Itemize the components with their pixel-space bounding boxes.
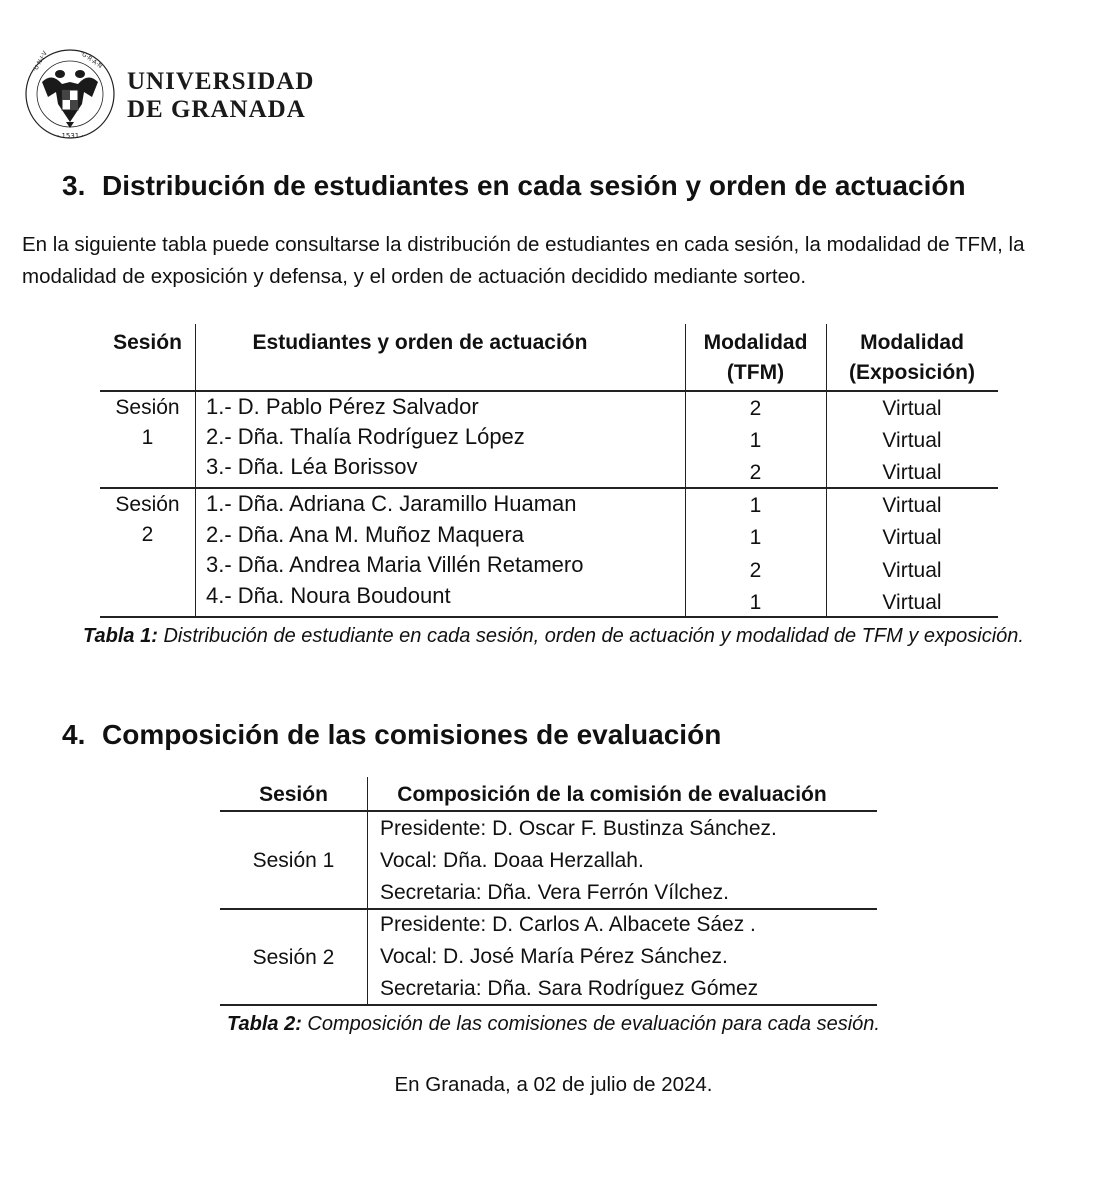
table1-header-students: Estudiantes y orden de actuación: [252, 331, 588, 354]
section4-heading: [62, 719, 721, 751]
tfm-value: 2: [749, 397, 762, 420]
table2-caption-label: Tabla 2:: [227, 1013, 302, 1035]
institution-name: [127, 68, 314, 124]
table2-header-composition: Composición de la comisión de evaluación: [397, 783, 827, 806]
section4-title: Composición de las comisiones de evaluación: [102, 719, 722, 750]
commissions-table: [220, 777, 877, 1005]
table1-header-tfm: Modalidad (TFM): [703, 331, 808, 384]
mode-value: Virtual: [882, 559, 942, 582]
tfm-value: 2: [749, 559, 762, 582]
table2-session-label: Sesión 1: [252, 849, 335, 872]
table1-session-label: Sesión 2: [115, 493, 180, 546]
institution-line2: DE GRANADA: [127, 96, 306, 123]
list-item: Secretaria: Dña. Vera Ferrón Vílchez.: [380, 881, 729, 904]
table2-caption-text: Composición de las comisiones de evaluación para cada sesión.: [301, 1013, 880, 1035]
table2-header-session: Sesión: [259, 783, 328, 806]
tfm-value: 1: [749, 591, 762, 614]
list-item: Vocal: Dña. Doaa Herzallah.: [380, 849, 644, 872]
tfm-value: 1: [749, 494, 762, 517]
table-row: 4.- Dña. Noura Boudount: [206, 583, 451, 608]
table1-caption-label: Tabla 1:: [83, 625, 158, 647]
table-row: 2.- Dña. Thalía Rodríguez López: [206, 424, 525, 449]
university-seal-icon: [22, 42, 122, 152]
list-item: Presidente: D. Oscar F. Bustinza Sánchez.: [380, 817, 777, 840]
section3-intro: En la siguiente tabla puede consultarse la distribución de estudiantes en cada sesión, la modalidad de TFM, la modalidad de exposición y defensa, y el orden de actuación decidido mediante sorteo.: [22, 233, 1025, 288]
table-row: 1.- Dña. Adriana C. Jaramillo Huaman: [206, 491, 577, 516]
mode-value: Virtual: [882, 591, 942, 614]
table1-session-label: Sesión 1: [115, 396, 180, 449]
table2-session-label: Sesión 2: [252, 946, 335, 969]
students-table: [100, 324, 998, 617]
mode-value: Virtual: [882, 526, 942, 549]
section3-number: 3.: [62, 170, 86, 201]
list-item: Presidente: D. Carlos A. Albacete Sáez .: [380, 913, 756, 936]
table-row: 3.- Dña. Léa Borissov: [206, 454, 418, 479]
tfm-value: 1: [749, 526, 762, 549]
table-row: 1.- D. Pablo Pérez Salvador: [206, 394, 479, 419]
place-date: En Granada, a 02 de julio de 2024.: [394, 1073, 713, 1096]
section3-heading: [62, 170, 966, 202]
section4-number: 4.: [62, 719, 86, 750]
table1-header-session: Sesión: [113, 331, 182, 354]
svg-text:·G·R·A·N: ·G·R·A·N: [78, 49, 104, 71]
mode-value: Virtual: [882, 397, 942, 420]
table2-caption: [40, 1009, 1067, 1039]
institution-line1: UNIVERSIDAD: [127, 68, 315, 95]
table-row: 2.- Dña. Ana M. Muñoz Maquera: [206, 522, 524, 547]
section3-title: Distribución de estudiantes en cada sesión y orden de actuación: [102, 170, 966, 201]
svg-text:· 1531 ·: · 1531 ·: [57, 132, 84, 140]
table1-caption: [40, 621, 1067, 651]
mode-value: Virtual: [882, 429, 942, 452]
svg-text:·U·N·I·V: ·U·N·I·V: [31, 50, 49, 73]
table-row: 3.- Dña. Andrea Maria Villén Retamero: [206, 552, 584, 577]
tfm-value: 2: [749, 461, 762, 484]
mode-value: Virtual: [882, 461, 942, 484]
mode-value: Virtual: [882, 494, 942, 517]
table1-header-exposition: Modalidad (Exposición): [848, 331, 975, 384]
tfm-value: 1: [749, 429, 762, 452]
list-item: Vocal: D. José María Pérez Sánchez.: [380, 945, 728, 968]
list-item: Secretaria: Dña. Sara Rodríguez Gómez: [380, 977, 759, 1000]
table1-caption-text: Distribución de estudiante en cada sesión, orden de actuación y modalidad de TFM y exposición.: [157, 625, 1024, 647]
